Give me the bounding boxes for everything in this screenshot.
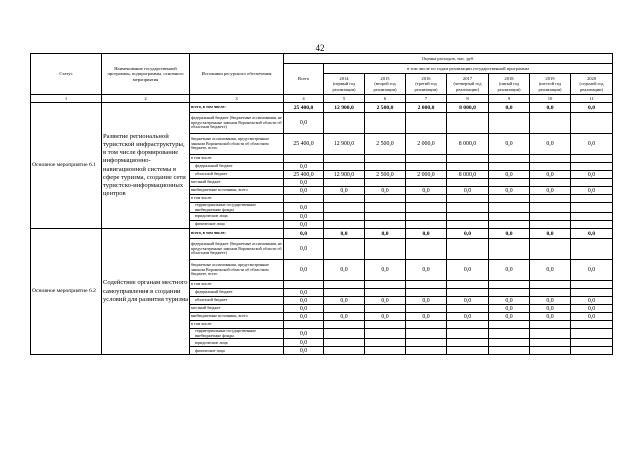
- header-year-2017: [447, 74, 489, 95]
- value-year: [447, 305, 489, 313]
- value-year: 0,0: [530, 313, 571, 321]
- value-year: [365, 339, 406, 347]
- value-total: 25 400,0: [284, 134, 324, 155]
- value-year: [324, 155, 365, 163]
- header-year-2018: [489, 74, 530, 95]
- table-row: [31, 229, 613, 239]
- funding-source: местный бюджет: [190, 305, 284, 313]
- value-year: [365, 113, 406, 134]
- value-year: [365, 321, 406, 329]
- funding-source: местный бюджет: [190, 179, 284, 187]
- value-year: [447, 329, 489, 339]
- value-year: [324, 163, 365, 171]
- column-number: 11: [571, 95, 613, 103]
- value-year: [489, 203, 530, 213]
- value-year: [406, 347, 447, 355]
- value-year: [447, 163, 489, 171]
- budget-table: [30, 53, 613, 355]
- header-year-2019: [530, 74, 571, 95]
- value-year: 0,0: [489, 297, 530, 305]
- value-year: 0,0: [365, 229, 406, 239]
- value-year: [365, 305, 406, 313]
- value-year: [571, 213, 613, 221]
- value-year: [365, 221, 406, 229]
- value-year: [406, 213, 447, 221]
- value-year: 12 900,0: [324, 103, 365, 113]
- value-year: 2 000,0: [406, 134, 447, 155]
- value-year: [489, 329, 530, 339]
- value-year: 0,0: [406, 313, 447, 321]
- value-year: [489, 221, 530, 229]
- header-year-label: 2017: [462, 76, 473, 82]
- value-total: 0,0: [284, 179, 324, 187]
- value-year: 0,0: [365, 297, 406, 305]
- value-year: [324, 339, 365, 347]
- value-year: 8 000,0: [447, 134, 489, 155]
- value-year: [406, 239, 447, 260]
- value-year: [571, 347, 613, 355]
- header-year-label: 2014: [339, 76, 349, 82]
- funding-source: внебюджетные источники, всего: [190, 313, 284, 321]
- value-year: [530, 155, 571, 163]
- value-year: 0,0: [365, 187, 406, 195]
- value-year: 0,0: [406, 297, 447, 305]
- page-number: 42: [315, 43, 325, 53]
- value-year: [447, 321, 489, 329]
- header-status: Статус: [31, 54, 102, 95]
- value-year: 0,0: [489, 103, 530, 113]
- value-year: [447, 221, 489, 229]
- value-year: 2 500,0: [365, 134, 406, 155]
- value-year: [571, 203, 613, 213]
- value-year: [406, 113, 447, 134]
- value-year: [530, 179, 571, 187]
- header-year-note: (третий год реализации): [414, 81, 438, 92]
- header-year-note: (второй год реализации): [373, 81, 397, 92]
- column-number: 10: [530, 95, 571, 103]
- value-year: [530, 195, 571, 203]
- value-year: [406, 195, 447, 203]
- value-year: [365, 203, 406, 213]
- value-total: 0,0: [284, 229, 324, 239]
- value-year: [489, 281, 530, 289]
- value-year: 0,0: [530, 171, 571, 179]
- value-year: 0,0: [571, 229, 613, 239]
- column-number: 9: [489, 95, 530, 103]
- value-total: 0,0: [284, 297, 324, 305]
- funding-source: юридические лица: [190, 213, 284, 221]
- value-year: 2 500,0: [365, 171, 406, 179]
- value-total: [284, 321, 324, 329]
- value-year: 0,0: [530, 229, 571, 239]
- section-name: Содействие органам местного самоуправления в создании условий для развития туризма: [102, 229, 190, 355]
- value-year: 0,0: [447, 297, 489, 305]
- header-year-note: (седьмой год реализации): [579, 81, 604, 92]
- value-year: [406, 179, 447, 187]
- value-year: 0,0: [489, 171, 530, 179]
- value-total: 0,0: [284, 289, 324, 297]
- column-number: 1: [31, 95, 102, 103]
- value-year: [324, 329, 365, 339]
- value-year: [324, 239, 365, 260]
- header-year-2015: [365, 74, 406, 95]
- funding-source: внебюджетные источники, всего: [190, 187, 284, 195]
- value-year: [365, 281, 406, 289]
- value-year: 0,0: [530, 134, 571, 155]
- funding-source: федеральный бюджет: [190, 289, 284, 297]
- value-year: [447, 113, 489, 134]
- value-year: [489, 113, 530, 134]
- value-total: [284, 195, 324, 203]
- value-year: [406, 203, 447, 213]
- value-year: [571, 239, 613, 260]
- funding-source: федеральный бюджет (бюджетные ассигнования, не предусмотренные законом Воронежской области об областном бюджете): [190, 239, 284, 260]
- funding-source: в том числе:: [190, 321, 284, 329]
- value-year: 0,0: [489, 187, 530, 195]
- value-year: [447, 203, 489, 213]
- value-year: [324, 195, 365, 203]
- value-year: 8 000,0: [447, 171, 489, 179]
- table-body: [31, 103, 613, 355]
- value-year: [530, 213, 571, 221]
- value-year: [365, 239, 406, 260]
- funding-source: физические лица: [190, 221, 284, 229]
- value-year: [489, 347, 530, 355]
- value-year: [571, 163, 613, 171]
- value-year: [530, 163, 571, 171]
- header-year-note: (первый год реализации): [332, 81, 356, 92]
- funding-source: юридические лица: [190, 339, 284, 347]
- value-year: [406, 339, 447, 347]
- table-row: [31, 103, 613, 113]
- header-year-note: (четвертый год реализации): [453, 81, 482, 92]
- value-year: 0,0: [447, 187, 489, 195]
- header-year-label: 2020: [586, 76, 597, 82]
- funding-source: всего, в том числе:: [190, 229, 284, 239]
- value-total: 0,0: [284, 203, 324, 213]
- header-year-note: (шестой год реализации): [538, 81, 562, 92]
- value-year: [530, 321, 571, 329]
- value-year: [365, 155, 406, 163]
- value-year: [324, 179, 365, 187]
- value-year: [447, 289, 489, 297]
- funding-source: физические лица: [190, 347, 284, 355]
- value-year: [406, 163, 447, 171]
- value-year: [406, 221, 447, 229]
- value-year: [365, 195, 406, 203]
- value-year: [365, 347, 406, 355]
- value-year: [571, 281, 613, 289]
- value-year: 0,0: [324, 297, 365, 305]
- value-year: 8 000,0: [447, 103, 489, 113]
- value-year: [530, 281, 571, 289]
- header-year-label: 2016: [421, 76, 431, 82]
- value-year: 0,0: [489, 305, 530, 313]
- value-year: 0,0: [447, 229, 489, 239]
- value-total: [284, 155, 324, 163]
- value-year: 0,0: [571, 297, 613, 305]
- value-year: [489, 213, 530, 221]
- value-year: [365, 213, 406, 221]
- value-year: 0,0: [406, 187, 447, 195]
- value-year: 0,0: [489, 260, 530, 281]
- value-year: [365, 179, 406, 187]
- value-year: [324, 281, 365, 289]
- value-year: 2 000,0: [406, 171, 447, 179]
- value-year: [406, 305, 447, 313]
- funding-source: территориальные государственные внебюджетные фонды: [190, 329, 284, 339]
- value-year: [530, 239, 571, 260]
- value-year: [447, 339, 489, 347]
- value-year: [571, 329, 613, 339]
- funding-source: в том числе:: [190, 155, 284, 163]
- value-year: [489, 289, 530, 297]
- value-year: [406, 155, 447, 163]
- funding-source: бюджетные ассигнования, предусмотренные законом Воронежской области об областном бюджете, всего: [190, 260, 284, 281]
- value-year: [489, 339, 530, 347]
- value-total: 0,0: [284, 313, 324, 321]
- value-year: 0,0: [571, 260, 613, 281]
- value-year: 0,0: [406, 260, 447, 281]
- value-year: [530, 221, 571, 229]
- value-year: [447, 239, 489, 260]
- funding-source: бюджетные ассигнования, предусмотренные законом Воронежской области об областном бюджете, всего: [190, 134, 284, 155]
- value-year: 0,0: [365, 260, 406, 281]
- funding-source: областной бюджет: [190, 297, 284, 305]
- header-year-2016: [406, 74, 447, 95]
- value-total: 25 400,0: [284, 103, 324, 113]
- value-year: [324, 289, 365, 297]
- value-total: 0,0: [284, 239, 324, 260]
- table-header: [31, 54, 613, 103]
- value-total: 25 400,0: [284, 171, 324, 179]
- value-year: [489, 239, 530, 260]
- column-number: 8: [447, 95, 489, 103]
- value-year: [571, 289, 613, 297]
- value-year: 0,0: [324, 260, 365, 281]
- value-year: [324, 305, 365, 313]
- header-year-2014: [324, 74, 365, 95]
- header-total: Всего: [284, 64, 324, 95]
- value-year: 2 500,0: [365, 103, 406, 113]
- funding-source: областной бюджет: [190, 171, 284, 179]
- header-source: Источники ресурсного обеспечения: [190, 54, 284, 95]
- header-year-label: 2019: [545, 76, 555, 82]
- value-year: 0,0: [571, 134, 613, 155]
- value-year: 0,0: [324, 313, 365, 321]
- value-year: [406, 281, 447, 289]
- value-year: [571, 179, 613, 187]
- value-year: [530, 289, 571, 297]
- value-year: 0,0: [489, 134, 530, 155]
- header-by-years: в том числе по годам реализации государственной программы: [324, 64, 613, 74]
- value-year: 0,0: [489, 229, 530, 239]
- column-number: 7: [406, 95, 447, 103]
- value-total: 0,0: [284, 305, 324, 313]
- value-year: 0,0: [571, 305, 613, 313]
- value-year: [530, 203, 571, 213]
- value-year: 0,0: [530, 297, 571, 305]
- column-number: 4: [284, 95, 324, 103]
- value-year: [571, 113, 613, 134]
- value-year: [447, 179, 489, 187]
- value-year: [489, 155, 530, 163]
- value-year: 0,0: [530, 305, 571, 313]
- value-year: [324, 321, 365, 329]
- value-total: 0,0: [284, 347, 324, 355]
- value-year: [571, 221, 613, 229]
- value-year: 12 900,0: [324, 171, 365, 179]
- value-total: 0,0: [284, 213, 324, 221]
- value-year: [365, 163, 406, 171]
- column-number: 2: [102, 95, 190, 103]
- funding-source: в том числе:: [190, 195, 284, 203]
- value-year: [447, 155, 489, 163]
- value-year: 0,0: [365, 313, 406, 321]
- value-total: 0,0: [284, 339, 324, 347]
- value-year: [530, 113, 571, 134]
- column-number: 3: [190, 95, 284, 103]
- value-year: 0,0: [530, 260, 571, 281]
- value-year: [365, 329, 406, 339]
- value-total: [284, 281, 324, 289]
- value-year: [530, 347, 571, 355]
- header-year-label: 2015: [380, 76, 390, 82]
- section-status: Основное мероприятие 6.1: [31, 103, 102, 229]
- funding-source: всего, в том числе:: [190, 103, 284, 113]
- value-total: 0,0: [284, 163, 324, 171]
- value-year: [324, 213, 365, 221]
- header-year-2020: [571, 74, 613, 95]
- value-year: 0,0: [530, 187, 571, 195]
- funding-source: территориальные государственные внебюджетные фонды: [190, 203, 284, 213]
- funding-source: федеральный бюджет: [190, 163, 284, 171]
- value-year: [530, 339, 571, 347]
- value-year: 2 000,0: [406, 103, 447, 113]
- value-year: 0,0: [447, 260, 489, 281]
- funding-source: федеральный бюджет (бюджетные ассигнования, не предусмотренные законом Воронежской области об областном бюджете): [190, 113, 284, 134]
- funding-source: в том числе:: [190, 281, 284, 289]
- value-year: [365, 289, 406, 297]
- value-total: 0,0: [284, 113, 324, 134]
- value-year: [406, 289, 447, 297]
- value-year: [324, 203, 365, 213]
- value-year: 0,0: [571, 171, 613, 179]
- value-year: 0,0: [571, 103, 613, 113]
- value-year: [489, 163, 530, 171]
- value-year: [406, 329, 447, 339]
- value-year: [447, 195, 489, 203]
- value-year: 0,0: [571, 313, 613, 321]
- value-year: 0,0: [489, 313, 530, 321]
- value-year: 0,0: [406, 229, 447, 239]
- value-year: [571, 321, 613, 329]
- section-name: Развитие региональной туристской инфраструктуры, в том числе формирование информационно-навигационной системы в сфере туризма, создание сети туристско-информационных центров: [102, 103, 190, 229]
- value-year: [530, 329, 571, 339]
- column-number: 6: [365, 95, 406, 103]
- header-estimate: Оценка расходов, тыс. руб.: [284, 54, 613, 64]
- value-total: 0,0: [284, 187, 324, 195]
- value-year: [447, 213, 489, 221]
- header-year-label: 2018: [504, 76, 514, 82]
- value-total: 0,0: [284, 329, 324, 339]
- value-year: 0,0: [324, 229, 365, 239]
- value-year: [571, 155, 613, 163]
- value-year: 0,0: [571, 187, 613, 195]
- value-total: 0,0: [284, 221, 324, 229]
- value-year: [447, 347, 489, 355]
- value-year: 0,0: [324, 187, 365, 195]
- value-year: 0,0: [530, 103, 571, 113]
- value-year: [489, 321, 530, 329]
- value-year: [571, 195, 613, 203]
- value-year: [324, 113, 365, 134]
- value-year: [571, 339, 613, 347]
- value-year: [406, 321, 447, 329]
- column-number: 5: [324, 95, 365, 103]
- value-year: [447, 281, 489, 289]
- value-year: [324, 221, 365, 229]
- value-year: 0,0: [447, 313, 489, 321]
- header-name: Наименование государственной программы, подпрограммы, основного мероприятия: [102, 54, 190, 95]
- section-status: Основное мероприятие 6.2: [31, 229, 102, 355]
- value-year: [324, 347, 365, 355]
- value-total: 0,0: [284, 260, 324, 281]
- value-year: [489, 179, 530, 187]
- header-year-note: (пятый год реализации): [497, 81, 521, 92]
- value-year: 12 900,0: [324, 134, 365, 155]
- value-year: [489, 195, 530, 203]
